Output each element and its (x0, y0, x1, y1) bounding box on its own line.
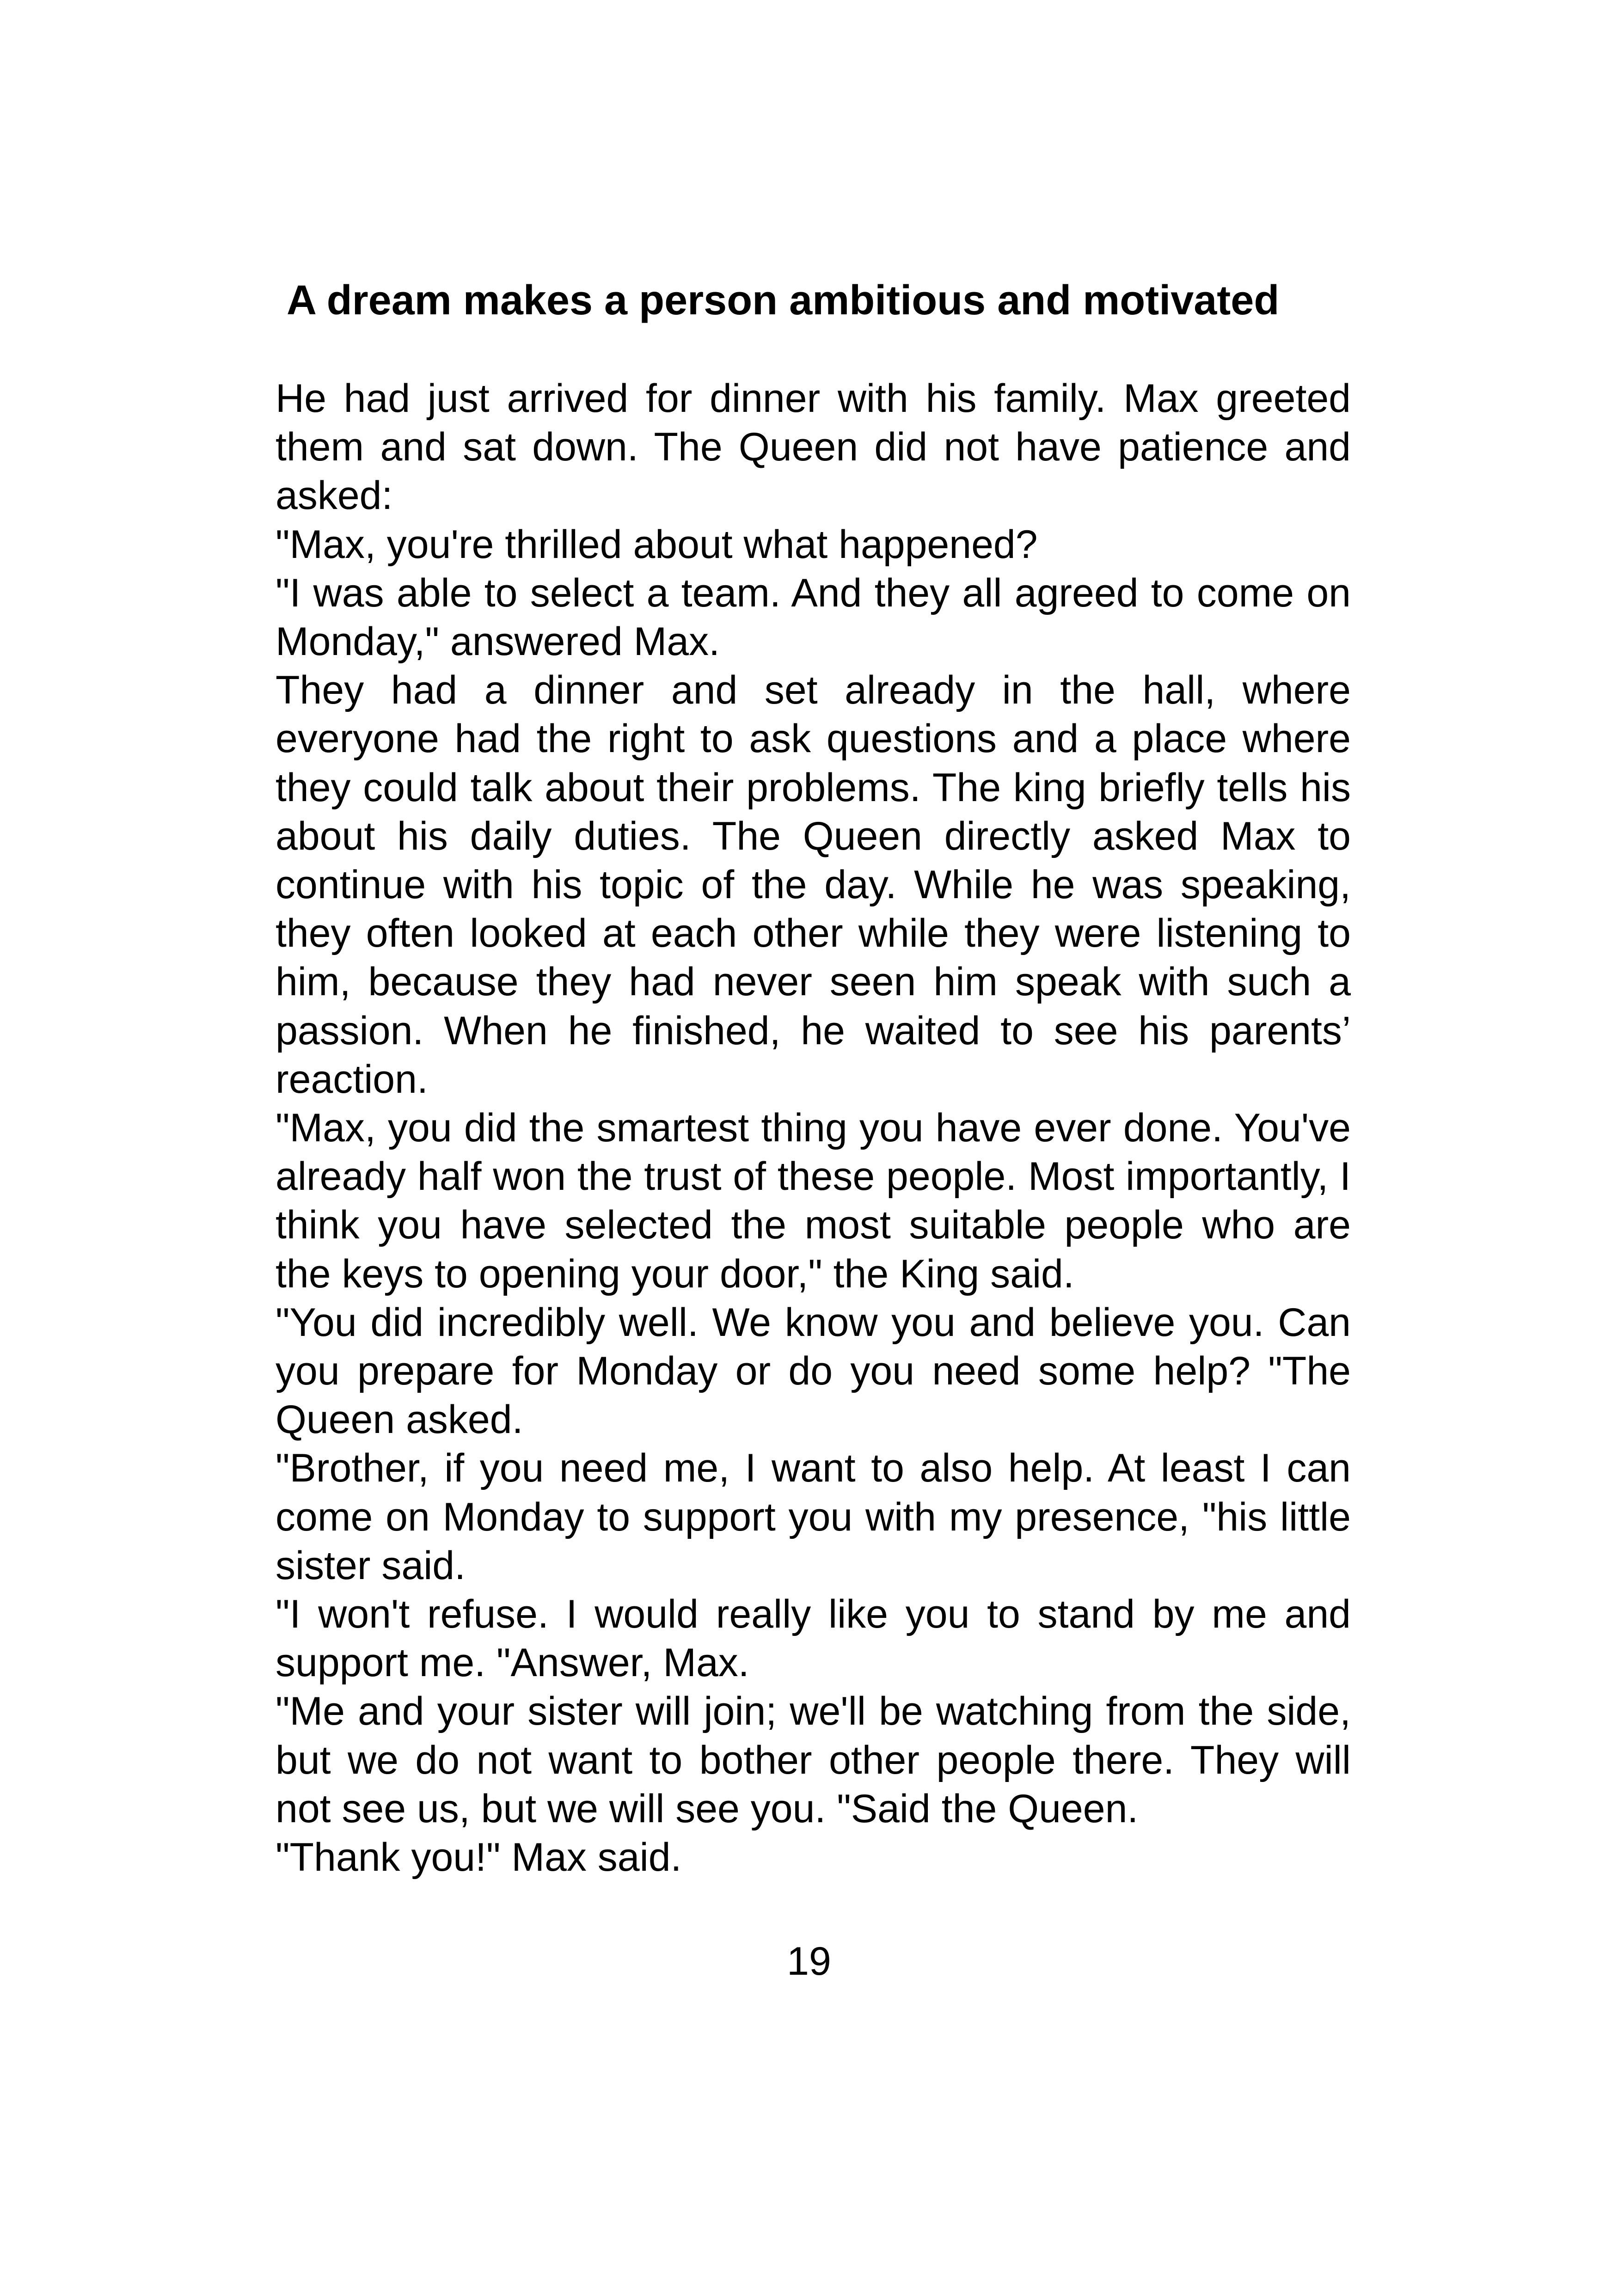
paragraph: "You did incredibly well. We know you and believe you. Can you prepare for Monday or do you need some help? "The Queen asked. (276, 1300, 1351, 1442)
paragraph: "I was able to select a team. And they all agreed to come on Monday," answered Max. (276, 570, 1351, 664)
page-number: 19 (787, 1939, 831, 1984)
body-text (276, 374, 1351, 1882)
paragraph: "I won't refuse. I would really like you to stand by me and support me. "Answer, Max. (276, 1592, 1351, 1685)
paragraph: "Max, you did the smartest thing you have ever done. You've already half won the trust of these people. Most importantly, I think you have selected the most suitable people who are the keys to opening your door," the King said. (276, 1106, 1351, 1296)
paragraph: They had a dinner and set already in the hall, where everyone had the right to ask questions and a place where they could talk about their problems. The king briefly tells his about his daily duties. The Queen directly asked Max to continue with his topic of the day. While he was speaking, they often looked at each other while they were listening to him, because they had never seen him speak with such a passion. When he finished, he waited to see his parents’ reaction. (276, 668, 1351, 1102)
chapter-title: A dream makes a person ambitious and motivated (287, 277, 1280, 324)
paragraph: "Thank you!" Max said. (276, 1835, 682, 1880)
paragraph: "Brother, if you need me, I want to also help. At least I can come on Monday to support you with my presence, "his little sister said. (276, 1446, 1351, 1588)
paragraph: He had just arrived for dinner with his family. Max greeted them and sat down. The Queen did not have patience and asked: (276, 376, 1351, 518)
paragraph: "Me and your sister will join; we'll be watching from the side, but we do not want to bother other people there. They will not see us, but we will see you. "Said the Queen. (276, 1689, 1351, 1831)
paragraph: "Max, you're thrilled about what happened? (276, 522, 1038, 567)
